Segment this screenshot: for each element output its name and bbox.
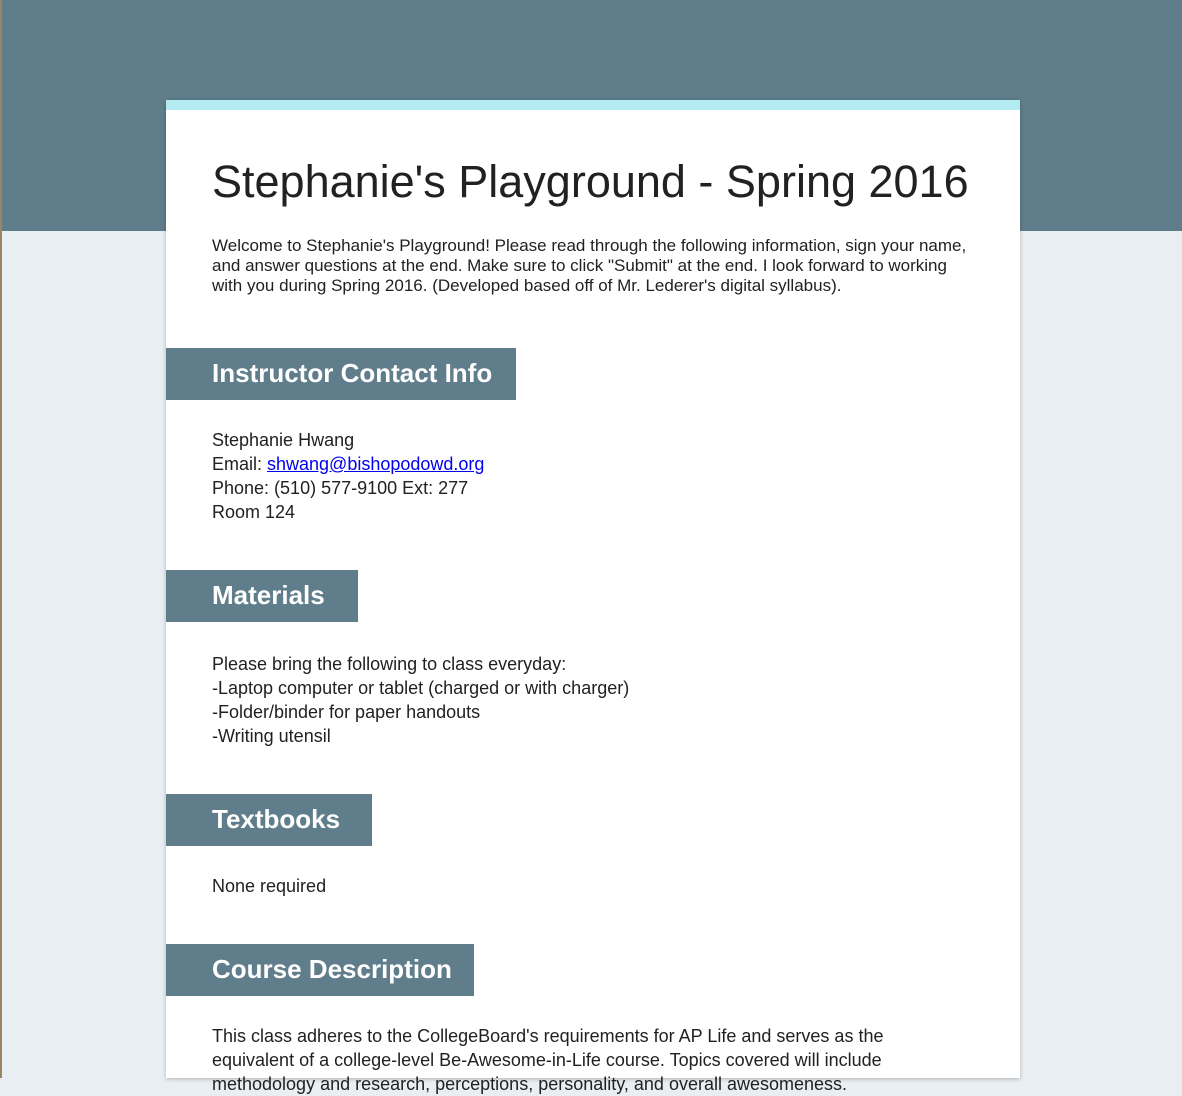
materials-line: -Laptop computer or tablet (charged or with charger): [212, 678, 630, 698]
email-label: Email:: [212, 454, 268, 474]
course-description-line: equivalent of a college-level Be-Awesome-in-Life course. Topics covered will include: [212, 1050, 882, 1070]
section-header-materials: [166, 570, 1020, 622]
section-body-course: [166, 996, 1020, 1096]
form-card: [166, 100, 1020, 1094]
form-accent-bar: [166, 100, 1020, 110]
textbooks-text: None required: [212, 876, 327, 896]
email-link[interactable]: shwang@bishopodowd.org: [267, 454, 485, 474]
section-title-course: Course Description: [212, 954, 452, 984]
section-header-textbooks: [166, 794, 1020, 846]
section-header-contact: [166, 348, 1020, 400]
section-title-textbooks: Textbooks: [212, 804, 341, 834]
section-body-contact: [166, 400, 1020, 524]
section-title-materials: Materials: [212, 580, 325, 610]
section-header-course: [166, 944, 1020, 996]
materials-line: Please bring the following to class everyday:: [212, 654, 567, 674]
instructor-email-line: [212, 452, 974, 476]
instructor-name: Stephanie Hwang: [212, 430, 355, 450]
course-description-line: methodology and research, perceptions, personality, and overall awesomeness.: [212, 1074, 848, 1094]
materials-line: -Folder/binder for paper handouts: [212, 702, 481, 722]
instructor-room: Room 124: [212, 502, 296, 522]
form-title: Stephanie's Playground - Spring 2016: [212, 156, 969, 207]
section-body-textbooks: [166, 846, 1020, 898]
instructor-phone: Phone: (510) 577-9100 Ext: 277: [212, 478, 469, 498]
materials-line: -Writing utensil: [212, 726, 331, 746]
section-body-materials: [166, 622, 1020, 748]
section-title-contact: Instructor Contact Info: [212, 358, 493, 388]
form-description: Welcome to Stephanie's Playground! Please read through the following information, sign your name, and answer questions at the end. Make sure to click "Submit" at the end. I look forward to working with you during Spring 2016. (Developed based off of Mr. Lederer's digital syllabus).: [212, 236, 967, 295]
course-description-line: This class adheres to the CollegeBoard's requirements for AP Life and serves as the: [212, 1026, 884, 1046]
